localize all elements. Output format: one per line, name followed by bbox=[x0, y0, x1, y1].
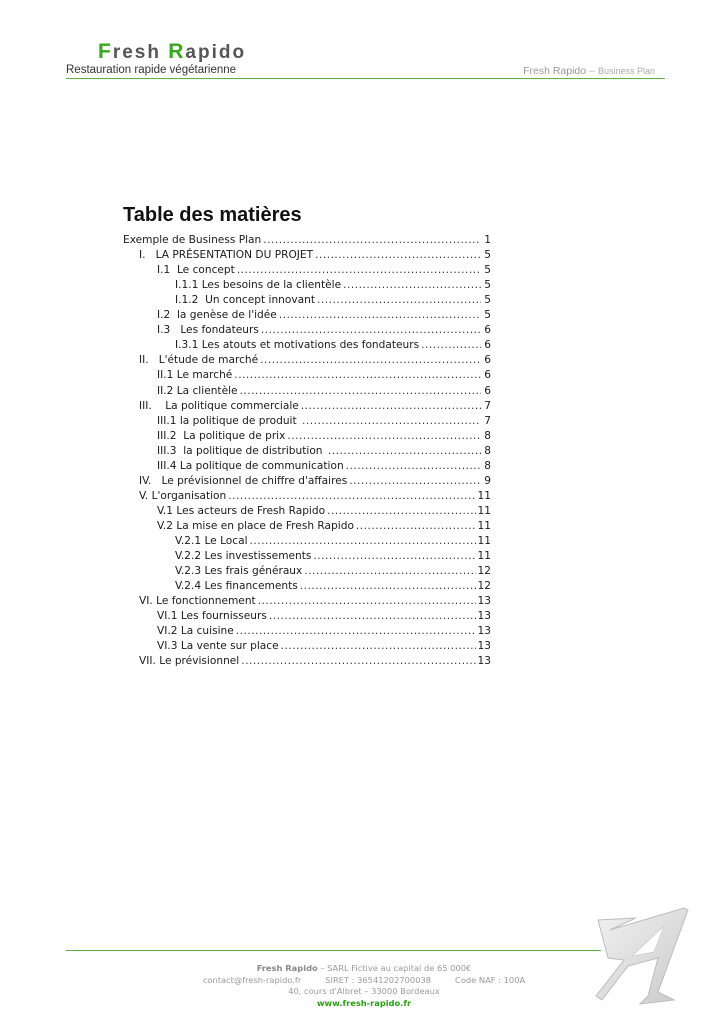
footer-address: 40, cours d'Albret – 33000 Bordeaux bbox=[288, 986, 440, 996]
toc-entry-page: 11 bbox=[477, 519, 491, 532]
toc-entry-page: 11 bbox=[477, 550, 491, 563]
toc-entry-text: V.2.2 Les investissements bbox=[175, 550, 312, 563]
toc-entry-page: 6 bbox=[484, 354, 491, 367]
toc-entry[interactable] bbox=[157, 459, 491, 474]
footer-divider bbox=[66, 950, 601, 951]
toc-entry-text: VI.1 Les fournisseurs bbox=[157, 610, 267, 623]
toc-entry[interactable] bbox=[157, 609, 491, 624]
toc-entry[interactable] bbox=[157, 414, 491, 429]
footer-website[interactable]: www.fresh-rapido.fr bbox=[316, 998, 412, 1008]
toc-dot-leader bbox=[241, 654, 475, 669]
toc-entry-page: 5 bbox=[484, 264, 491, 277]
toc-dot-leader bbox=[346, 459, 481, 474]
toc-entry-text: V.2.4 Les financements bbox=[175, 580, 298, 593]
toc-entry[interactable] bbox=[157, 444, 491, 459]
toc-entry[interactable] bbox=[175, 579, 491, 594]
toc-entry-page: 5 bbox=[484, 249, 491, 262]
toc-entry-page: 12 bbox=[477, 580, 491, 593]
toc-entry-text: VI.3 La vente sur place bbox=[157, 640, 279, 653]
toc-dot-leader bbox=[300, 579, 476, 594]
toc-entry[interactable] bbox=[139, 353, 491, 368]
toc-dot-leader bbox=[315, 248, 481, 263]
toc-entry[interactable] bbox=[123, 233, 491, 248]
toc-dot-leader bbox=[421, 338, 481, 353]
toc-dot-leader bbox=[237, 263, 481, 278]
toc-entry[interactable] bbox=[157, 263, 491, 278]
toc-entry[interactable] bbox=[175, 564, 491, 579]
toc-entry-page: 11 bbox=[477, 489, 491, 502]
toc-dot-leader bbox=[269, 609, 476, 624]
decorative-a-logo-icon bbox=[588, 900, 703, 1015]
toc-entry-text: III. La politique commerciale bbox=[139, 399, 299, 412]
toc-dot-leader bbox=[261, 323, 481, 338]
footer-naf: Code NAF : 100A bbox=[455, 975, 526, 985]
toc-dot-leader bbox=[343, 278, 481, 293]
toc-entry-text: V.1 Les acteurs de Fresh Rapido bbox=[157, 504, 326, 517]
brand-tagline: Restauration rapide végétarienne bbox=[66, 64, 237, 76]
toc-dot-leader bbox=[260, 353, 481, 368]
toc-dot-leader bbox=[236, 624, 476, 639]
header-doc-type: Business Plan bbox=[597, 66, 655, 76]
toc-dot-leader bbox=[281, 639, 476, 654]
toc-entry-text: I.1.1 Les besoins de la clientèle bbox=[175, 279, 342, 292]
toc-entry-text: V.2 La mise en place de Fresh Rapido bbox=[157, 519, 354, 532]
toc-entry-text: V.2.3 Les frais généraux bbox=[175, 565, 303, 578]
toc-entry[interactable] bbox=[139, 489, 491, 504]
toc-entry[interactable] bbox=[157, 384, 491, 399]
toc-entry[interactable] bbox=[139, 248, 491, 263]
toc-dot-leader bbox=[263, 233, 481, 248]
toc-title: Table des matières bbox=[123, 204, 302, 226]
toc-dot-leader bbox=[327, 504, 475, 519]
toc-entry[interactable] bbox=[139, 594, 491, 609]
toc-entry-page: 13 bbox=[477, 655, 491, 668]
toc-entry-page: 12 bbox=[477, 565, 491, 578]
toc-entry-text: II.1 Le marché bbox=[157, 369, 233, 382]
toc-entry-text: I.1 Le concept bbox=[157, 264, 235, 277]
toc-dot-leader bbox=[302, 414, 481, 429]
toc-dot-leader bbox=[304, 564, 475, 579]
footer-company: Fresh Rapido bbox=[256, 963, 318, 973]
toc-entry[interactable] bbox=[175, 293, 491, 308]
toc-dot-leader bbox=[287, 429, 481, 444]
toc-entry-page: 9 bbox=[484, 474, 491, 487]
toc-dot-leader bbox=[328, 444, 481, 459]
footer-company-desc: – SARL Fictive au capital de 65 000€ bbox=[320, 963, 472, 973]
toc-dot-leader bbox=[313, 549, 475, 564]
footer-email: contact@fresh-rapido.fr bbox=[202, 975, 302, 985]
toc-entry-page: 6 bbox=[484, 324, 491, 337]
toc-entry[interactable] bbox=[139, 654, 491, 669]
toc-entry-text: III.3 la politique de distribution bbox=[157, 444, 326, 457]
toc-entry-text: III.4 La politique de communication bbox=[157, 459, 344, 472]
toc-entry-page: 13 bbox=[477, 640, 491, 653]
toc-entry-page: 7 bbox=[484, 399, 491, 412]
toc-entry[interactable] bbox=[157, 519, 491, 534]
toc-entry[interactable] bbox=[157, 504, 491, 519]
footer-siret: SIRET : 36541202700038 bbox=[325, 975, 432, 985]
toc-entry[interactable] bbox=[175, 338, 491, 353]
toc-entry-text: VI.2 La cuisine bbox=[157, 625, 234, 638]
toc-dot-leader bbox=[258, 594, 476, 609]
toc-entry-page: 5 bbox=[484, 309, 491, 322]
toc-entry-page: 13 bbox=[477, 610, 491, 623]
toc-entry-text: VI. Le fonctionnement bbox=[139, 595, 256, 608]
toc-entry-text: III.2 La politique de prix bbox=[157, 429, 286, 442]
brand-logo bbox=[98, 40, 246, 64]
toc-entry[interactable] bbox=[157, 639, 491, 654]
toc-dot-leader bbox=[349, 474, 481, 489]
toc-entry-text: I.3 Les fondateurs bbox=[157, 324, 259, 337]
toc-entry-page: 8 bbox=[484, 429, 491, 442]
toc-entry-page: 13 bbox=[477, 595, 491, 608]
brand-letter-f: F bbox=[98, 40, 113, 63]
toc-entry[interactable] bbox=[139, 474, 491, 489]
toc-entry-text: Exemple de Business Plan bbox=[123, 234, 262, 246]
toc-dot-leader bbox=[301, 399, 481, 414]
toc-entry-text: V.2.1 Le Local bbox=[175, 535, 248, 547]
brand-word-1-rest: resh bbox=[112, 42, 169, 63]
toc-dot-leader bbox=[234, 368, 481, 383]
toc-entry-page: 6 bbox=[484, 369, 491, 382]
toc-entry-text: II. L'étude de marché bbox=[139, 354, 259, 367]
brand-word-2-rest: apido bbox=[185, 42, 247, 63]
toc-entry-text: III.1 la politique de produit bbox=[157, 414, 301, 427]
toc-entry-text: IV. Le prévisionnel de chiffre d'affaires bbox=[139, 474, 348, 487]
toc-entry-text: I.1.2 Un concept innovant bbox=[175, 294, 315, 307]
toc-entry-text: V. L'organisation bbox=[139, 489, 227, 502]
header-doc-label bbox=[523, 65, 655, 77]
toc-entry-page: 11 bbox=[477, 535, 491, 547]
toc-entry-text: I. LA PRÉSENTATION DU PROJET bbox=[139, 249, 314, 262]
toc-entry[interactable] bbox=[157, 323, 491, 338]
toc-dot-leader bbox=[317, 293, 481, 308]
toc-entry-page: 6 bbox=[484, 384, 491, 397]
toc-entry-page: 8 bbox=[484, 444, 491, 457]
header-separator: – bbox=[589, 65, 595, 77]
toc-entry-page: 11 bbox=[477, 504, 491, 517]
toc-entry[interactable] bbox=[139, 399, 491, 414]
header-company-name: Fresh Rapido bbox=[523, 65, 587, 77]
toc-entry[interactable] bbox=[175, 549, 491, 564]
toc-entry[interactable] bbox=[157, 308, 491, 323]
toc-entry-text: I.3.1 Les atouts et motivations des fondateurs bbox=[175, 339, 420, 352]
toc-entry-page: 5 bbox=[484, 294, 491, 307]
toc-entry[interactable] bbox=[157, 429, 491, 444]
toc-dot-leader bbox=[279, 308, 481, 323]
toc-entry-page: 13 bbox=[477, 625, 491, 638]
toc-entry-text: VII. Le prévisionnel bbox=[139, 655, 240, 668]
toc-entry-text: II.2 La clientèle bbox=[157, 384, 238, 397]
toc-entry[interactable] bbox=[175, 534, 491, 549]
header-divider bbox=[66, 78, 665, 79]
toc-entry[interactable] bbox=[157, 624, 491, 639]
toc-entry-page: 7 bbox=[484, 414, 491, 427]
toc-entry[interactable] bbox=[175, 278, 491, 293]
toc-entry-page: 5 bbox=[484, 279, 491, 292]
toc-entry-page: 8 bbox=[484, 459, 491, 472]
toc-dot-leader bbox=[228, 489, 475, 504]
toc-dot-leader bbox=[240, 384, 481, 399]
toc-entry-page: 6 bbox=[484, 339, 491, 352]
toc-dot-leader bbox=[250, 534, 476, 549]
toc-entry-text: I.2 la genèse de l'idée bbox=[157, 309, 277, 322]
toc-dot-leader bbox=[356, 519, 476, 534]
toc-entry[interactable] bbox=[157, 368, 491, 383]
toc-entry-page: 1 bbox=[484, 234, 491, 246]
brand-letter-r: R bbox=[168, 40, 186, 63]
